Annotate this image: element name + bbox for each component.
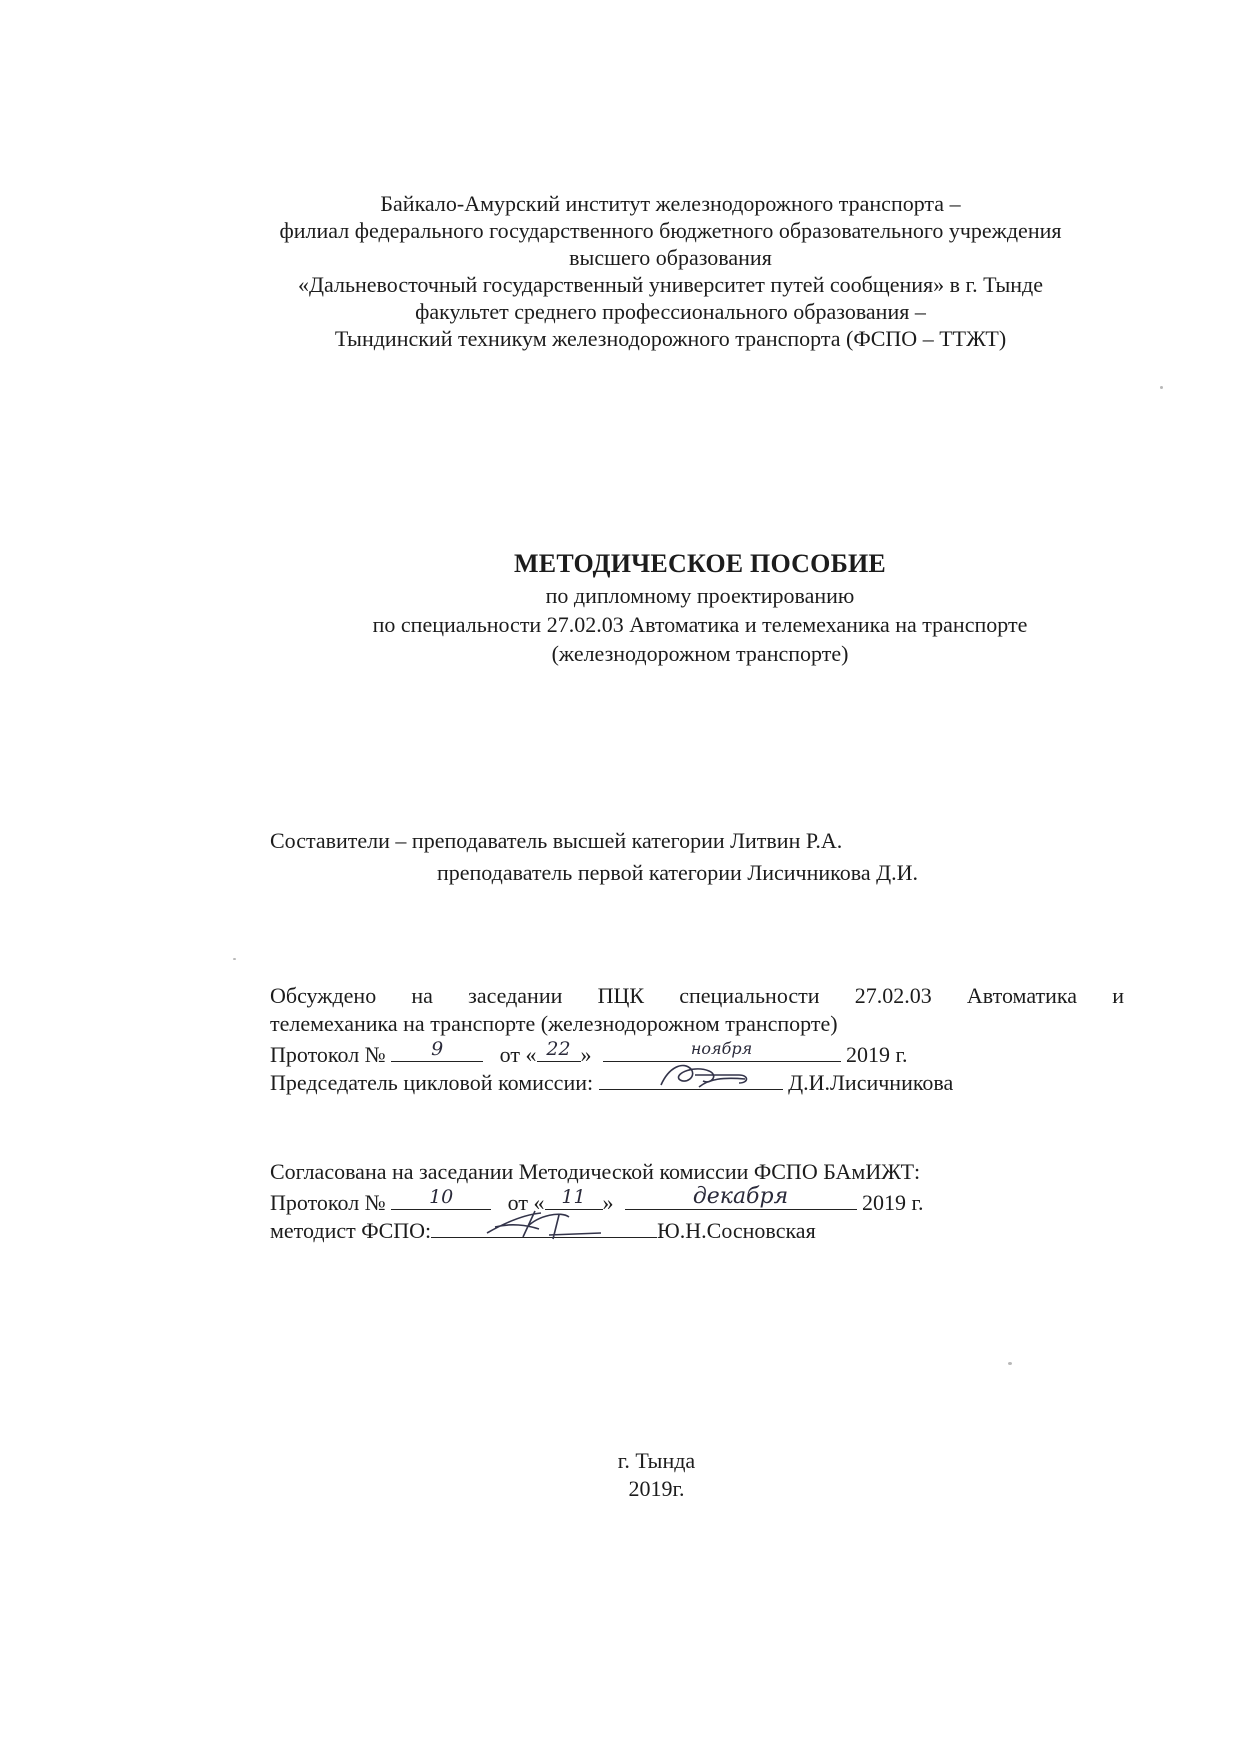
protocol-label: Протокол №: [270, 1042, 386, 1067]
header-line: филиал федерального государственного бюджетного образовательного учреждения: [279, 218, 1062, 243]
date-from-label: от «: [499, 1042, 537, 1067]
protocol-number-blank: [391, 1039, 483, 1062]
chair-line: [270, 1067, 953, 1097]
month-handwritten: ноября: [690, 1039, 753, 1058]
header-line: Тындинский техникум железнодорожного транспорта (ФСПО – ТТЖТ): [334, 326, 1007, 351]
methodist-signature-icon: [431, 1203, 657, 1243]
header-line: «Дальневосточный государственный университет путей сообщения» в г. Тынде: [298, 272, 1043, 297]
close-quote: »: [602, 1190, 614, 1215]
year-label: 2019 г.: [846, 1042, 908, 1067]
year-label: 2019 г.: [862, 1190, 924, 1215]
methodist-name: Ю.Н.Сосновская: [657, 1218, 816, 1243]
discussed-line-2: телемеханика на транспорте (железнодорожном транспорте): [270, 1011, 838, 1036]
chair-signature-blank: [599, 1067, 783, 1090]
authors-line-2: преподаватель первой категории Лисичникова Д.И.: [437, 860, 918, 885]
discussed-protocol-line: [270, 1039, 908, 1069]
discussed-line-1: Обсуждено на заседании ПЦК специальности 27.02.03 Автоматика и: [270, 983, 1124, 1008]
day-handwritten: 22: [546, 1038, 571, 1060]
document-title: МЕТОДИЧЕСКОЕ ПОСОБИЕ: [514, 549, 886, 578]
header-line: Байкало-Амурский институт железнодорожного транспорта –: [380, 191, 961, 216]
subtitle-line: по специальности 27.02.03 Автоматика и телемеханика на транспорте: [372, 612, 1028, 637]
protocol-label: Протокол №: [270, 1190, 386, 1215]
scan-speck: [1160, 386, 1163, 389]
protocol-number-handwritten: 10: [429, 1186, 454, 1208]
methodist-line: [270, 1215, 816, 1245]
date-from-label: от «: [507, 1190, 545, 1215]
methodist-signature-blank: [431, 1215, 657, 1238]
approved-line-1: Согласована на заседании Методической комиссии ФСПО БАмИЖТ:: [270, 1159, 921, 1184]
close-quote: »: [580, 1042, 592, 1067]
scan-speck: [1008, 1362, 1012, 1365]
footer-year: 2019г.: [628, 1476, 685, 1501]
protocol-number-handwritten: 9: [431, 1038, 444, 1060]
subtitle-line: по дипломному проектированию: [545, 583, 855, 608]
chair-label: Председатель цикловой комиссии:: [270, 1070, 594, 1095]
month-blank: [625, 1184, 857, 1210]
scan-speck: [233, 958, 236, 960]
methodist-label: методист ФСПО:: [270, 1218, 432, 1243]
day-blank: [537, 1039, 581, 1062]
day-handwritten: 11: [561, 1186, 586, 1208]
header-line: факультет среднего профессионального образования –: [415, 299, 926, 324]
month-handwritten: декабря: [692, 1184, 789, 1209]
title-block: [280, 547, 1120, 668]
header-line: высшего образования: [569, 245, 772, 270]
institution-header: [200, 190, 1141, 352]
footer-city: г. Тында: [617, 1448, 696, 1473]
chair-signature-icon: [599, 1055, 783, 1095]
chair-name: Д.И.Лисичникова: [788, 1070, 954, 1095]
authors-line-1: Составители – преподаватель высшей категории Литвин Р.А.: [270, 828, 843, 853]
subtitle-line: (железнодорожном транспорте): [551, 641, 849, 666]
